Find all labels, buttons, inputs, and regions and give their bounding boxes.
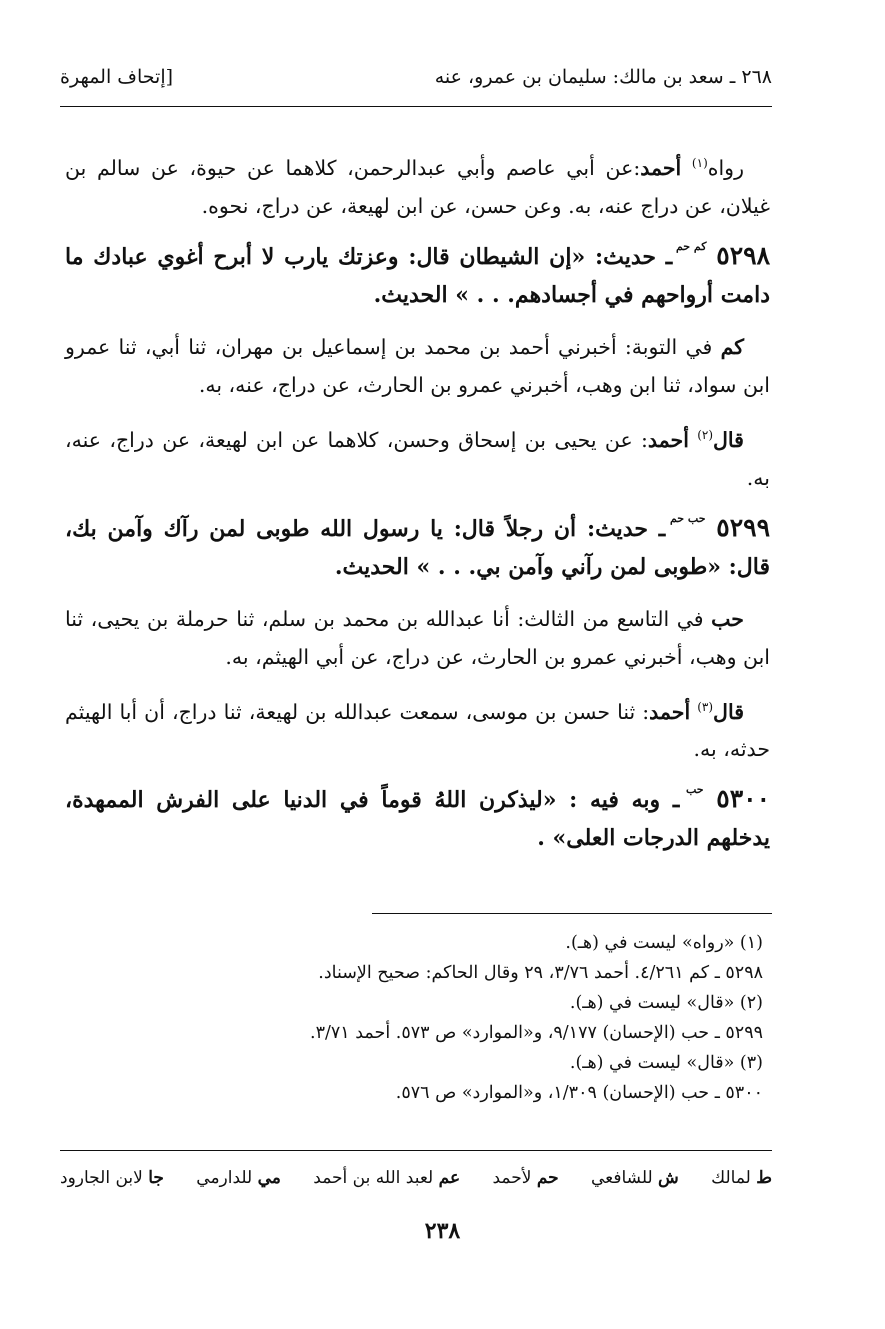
- source-symbols: حب: [685, 783, 704, 797]
- source-name: كم: [720, 334, 744, 359]
- footnote-line: (٣) «قال» ليست في (هـ).: [569, 1053, 763, 1073]
- source-name: حب: [711, 606, 744, 631]
- legend-name: للشافعي: [590, 1168, 653, 1188]
- abbreviation-legend: [60, 1168, 772, 1188]
- header-rule: [60, 106, 772, 107]
- source-name: أحمد: [649, 699, 691, 724]
- label: قال: [713, 699, 744, 724]
- legend-abbr: ش: [658, 1168, 679, 1188]
- legend-name: لمالك: [711, 1168, 751, 1188]
- paragraph-text: : ثنا حسن بن موسى، سمعت عبدالله بن لهيعة، ثنا دراج، أن أبا الهيثم حدثه، به.: [65, 699, 770, 762]
- legend-abbr: مي: [257, 1168, 281, 1188]
- footnote-line: ٥٢٩٩ ـ حب (الإحسان) ٩/١٧٧، و«الموارد» ص ٥٧٣. أحمد ٣/٧١.: [310, 1023, 763, 1043]
- hadith-text: ـ وبه فيه : «ليذكرن اللهُ قوماً في الدنيا على الفرش الممهدة، يدخلهم الدرجات العلى» .: [65, 787, 770, 852]
- label: قال: [713, 427, 744, 452]
- paragraph-5: [65, 688, 770, 769]
- legend-name: لعبد الله بن أحمد: [313, 1168, 434, 1188]
- paragraph-1: [65, 144, 770, 225]
- hadith-number: ٥٢٩٨: [716, 240, 770, 270]
- legend-item: [492, 1168, 558, 1188]
- source-symbols: حب حم: [669, 511, 706, 525]
- footnote-line: (١) «رواه» ليست في (هـ).: [565, 933, 763, 953]
- legend-item: [196, 1168, 281, 1188]
- legend-abbr: عم: [438, 1168, 461, 1188]
- legend-item: [60, 1168, 164, 1188]
- footnote-ref: (٣): [697, 699, 714, 714]
- hadith-number: ٥٢٩٩: [716, 512, 770, 542]
- legend-abbr: ط: [756, 1168, 772, 1188]
- footnote-ref: (٢): [697, 427, 714, 442]
- paragraph-text: : عن يحيى بن إسحاق وحسن، كلاهما عن ابن لهيعة، عن دراج، عنه، به.: [65, 427, 770, 490]
- paragraph-text: :عن أبي عاصم وأبي عبدالرحمن، كلاهما عن حيوة، عن سالم بن غيلان، عن دراج عنه، به. وعن حسن، عن ابن لهيعة، عن دراج، نحوه.: [65, 155, 770, 218]
- legend-name: للدارمي: [196, 1168, 253, 1188]
- footnote-line: (٢) «قال» ليست في (هـ).: [569, 993, 763, 1013]
- hadith-5299: [65, 509, 770, 586]
- running-header: [60, 62, 772, 92]
- legend-item: [711, 1168, 772, 1188]
- paragraph-text: في التوبة: أخبرني أحمد بن محمد بن إسماعيل بن مهران، ثنا أبي، ثنا عمرو ابن سواد، ثنا ابن وهب، أخبرني عمرو بن الحارث، عن دراج، عنه، به.: [65, 334, 770, 397]
- paragraph-text: في التاسع من الثالث: أنا عبدالله بن محمد بن سلم، ثنا حرملة بن يحيى، ثنا ابن وهب، أخبرني عمرو بن الحارث، عن دراج، عن أبي الهيثم، به.: [65, 606, 770, 669]
- legend-item: [591, 1168, 679, 1188]
- source-name: أحمد: [640, 155, 682, 180]
- legend-name: لأحمد: [492, 1168, 532, 1188]
- main-text: [65, 144, 770, 871]
- header-book-title: [إتحاف المهرة: [60, 66, 174, 88]
- legend-abbr: حم: [536, 1168, 559, 1188]
- footnotes: [203, 928, 763, 1108]
- legend-abbr: جا: [148, 1168, 164, 1188]
- footnote-rule: [372, 913, 772, 914]
- paragraph-3: [65, 416, 770, 497]
- hadith-text: ـ حديث: «إن الشيطان قال: وعزتك يارب لا أبرح أغوي عبادك ما دامت أرواحهم في أجسادهم. . . » الحديث.: [65, 243, 770, 308]
- hadith-5300: [65, 780, 770, 857]
- footnote-ref: (١): [691, 156, 708, 170]
- paragraph-2: [65, 328, 770, 404]
- legend-item: [313, 1168, 460, 1188]
- label: رواه: [707, 155, 744, 180]
- footnote-line: ٥٣٠٠ ـ حب (الإحسان) ١/٣٠٩، و«الموارد» ص ٥٧٦.: [395, 1083, 763, 1103]
- source-symbols: كم حم: [675, 239, 707, 253]
- legend-name: لابن الجارود: [60, 1168, 143, 1188]
- hadith-number: ٥٣٠٠: [716, 784, 770, 814]
- hadith-text: ـ حديث: أن رجلاً قال: يا رسول الله طوبى لمن رآك وآمن بك، قال: «طوبى لمن رآني وآمن بي. . . » الحديث.: [65, 515, 770, 580]
- footnote-line: ٥٢٩٨ ـ كم ٤/٢٦١. أحمد ٣/٧٦، ٢٩ وقال الحاكم: صحيح الإسناد.: [318, 963, 763, 983]
- header-chapter-title: ٢٦٨ ـ سعد بن مالك: سليمان بن عمرو، عنه: [434, 66, 772, 88]
- source-name: أحمد: [647, 427, 689, 452]
- legend-rule: [60, 1150, 772, 1151]
- page-number: ٢٣٨: [424, 1218, 461, 1244]
- paragraph-4: [65, 600, 770, 676]
- hadith-5298: [65, 237, 770, 314]
